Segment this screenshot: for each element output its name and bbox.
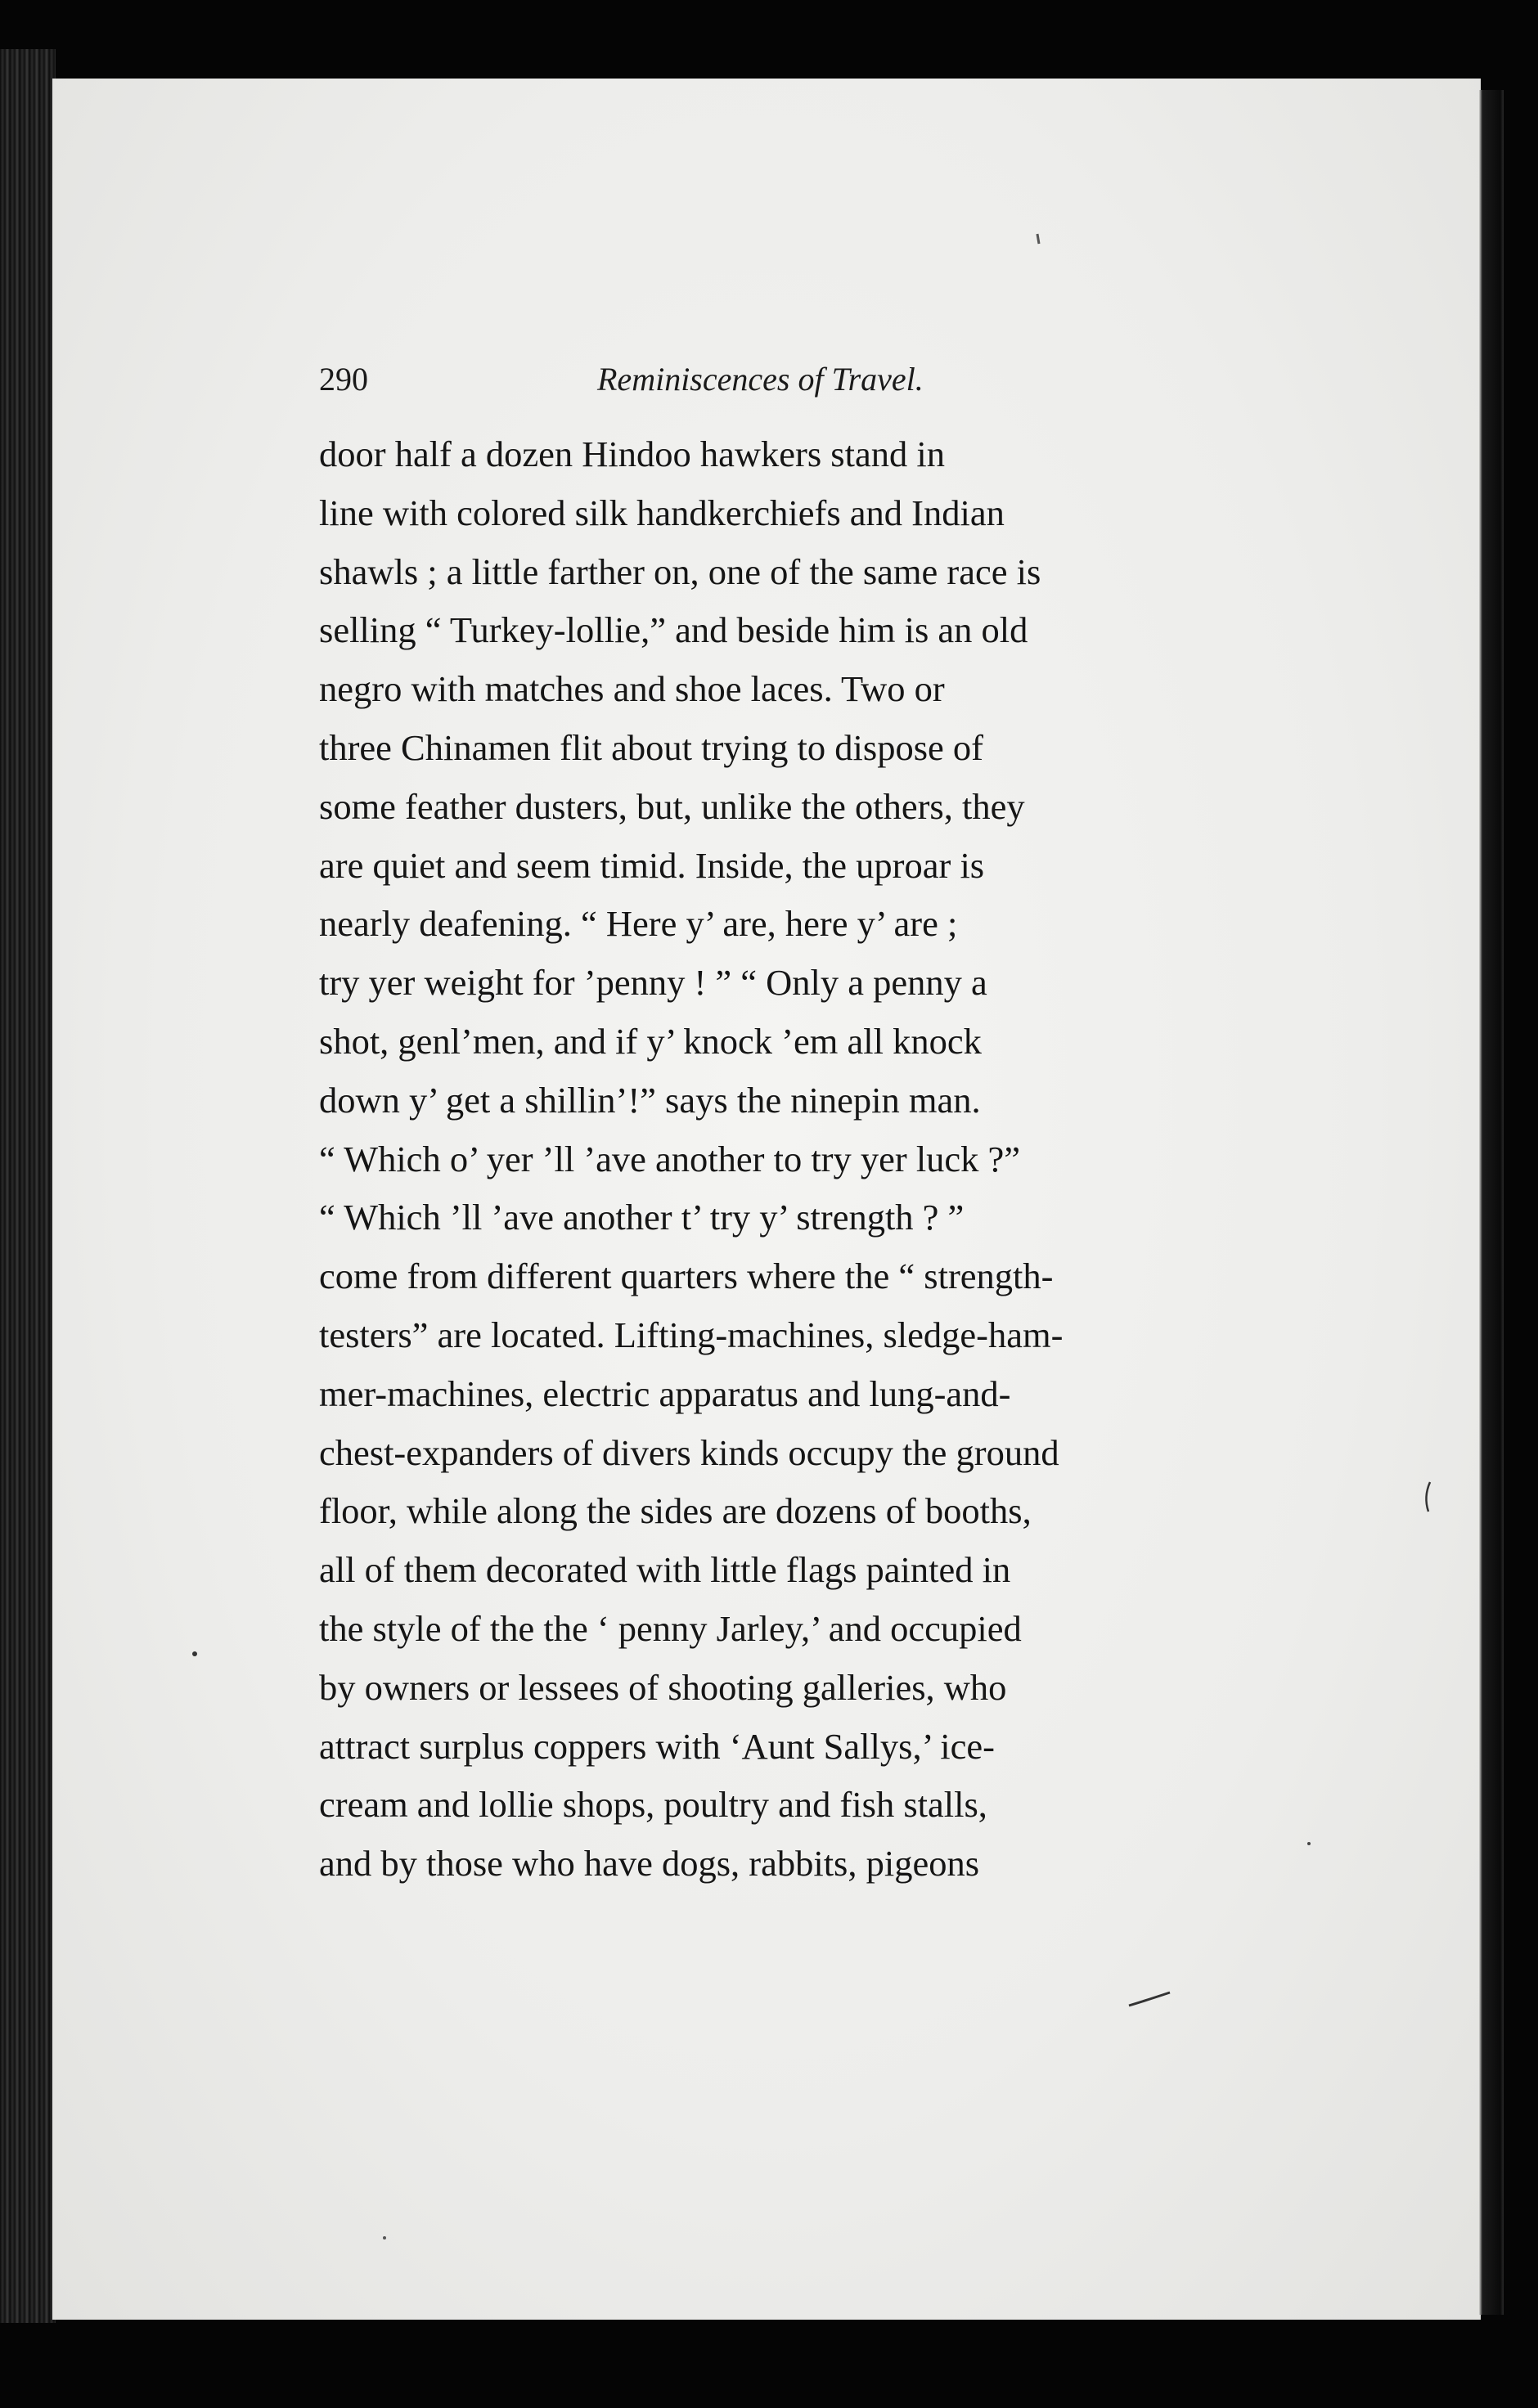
page-number: 290 (319, 361, 368, 398)
text-line: testers” are located. Lifting-machines, sledge-ham- (319, 1314, 1064, 1355)
book-spine-edge (0, 49, 56, 2323)
body-text (319, 425, 1260, 1894)
text-line: door half a dozen Hindoo hawkers stand in (319, 434, 945, 474)
text-line: some feather dusters, but, unlike the others, they (319, 785, 1025, 827)
text-line: shawls ; a little farther on, one of the same race is (319, 550, 1041, 592)
text-line: attract surplus coppers with ‘Aunt Sallys,’ ice- (319, 1725, 995, 1767)
text-line: the style of the the ‘ penny Jarley,’ and occupied (319, 1607, 1022, 1649)
text-line: floor, while along the sides are dozens of booths, (319, 1490, 1032, 1532)
text-line: mer-machines, electric apparatus and lung-and- (319, 1372, 1011, 1414)
text-line: cream and lollie shops, poultry and fish stalls, (319, 1784, 987, 1826)
text-line: “ Which ’ll ’ave another t’ try y’ strength ? ” (319, 1197, 965, 1238)
text-line: try yer weight for ’penny ! ” “ Only a penny a (319, 962, 987, 1004)
text-line: are quiet and seem timid. Inside, the uproar is (319, 844, 985, 886)
text-line: “ Which o’ yer ’ll ’ave another to try yer luck ?” (319, 1138, 1021, 1179)
page-header (319, 360, 1268, 409)
text-line: and by those who have dogs, rabbits, pigeons (319, 1843, 980, 1885)
running-title: Reminiscences of Travel. (597, 361, 924, 398)
text-line: by owners or lessees of shooting galleries, who (319, 1666, 1007, 1708)
text-line: negro with matches and shoe laces. Two or (319, 668, 945, 710)
text-line: all of them decorated with little flags painted in (319, 1549, 1011, 1591)
text-line: selling “ Turkey-lollie,” and beside him is an old (319, 609, 1028, 651)
text-line: three Chinamen flit about trying to dispose of (319, 726, 983, 768)
text-line: come from different quarters where the “ strength- (319, 1256, 1054, 1297)
text-line: nearly deafening. “ Here y’ are, here y’ are ; (319, 903, 958, 945)
text-line: chest-expanders of divers kinds occupy the ground (319, 1431, 1059, 1473)
facing-page-edge (1479, 90, 1504, 2315)
text-line: line with colored silk handkerchiefs and Indian (319, 492, 1005, 533)
text-line: down y’ get a shillin’!” says the ninepin man. (319, 1079, 981, 1121)
text-line: shot, genl’men, and if y’ knock ’em all knock (319, 1020, 982, 1062)
